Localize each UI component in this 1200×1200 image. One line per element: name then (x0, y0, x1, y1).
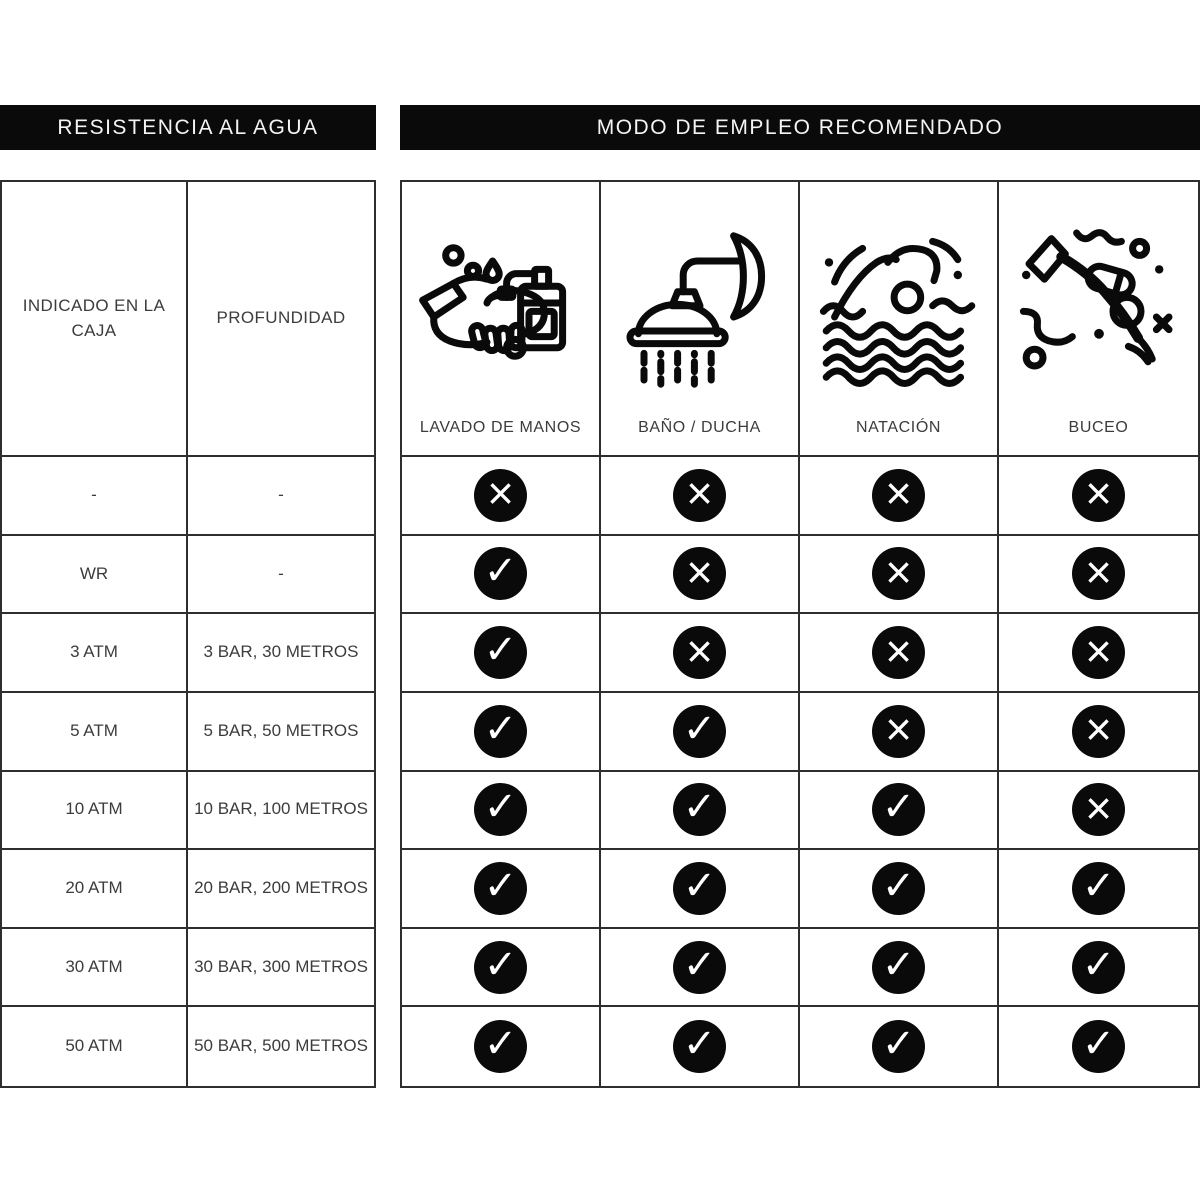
right-section-title (400, 105, 1200, 150)
usage-cell (601, 457, 800, 536)
usage-cell (601, 772, 800, 851)
table-row-depth: 20 BAR, 200 METROS (188, 850, 374, 929)
usage-cell (800, 457, 999, 536)
usage-mark: ✓ (673, 1020, 726, 1073)
usage-mark: ✓ (1072, 862, 1125, 915)
usage-mark: × (474, 469, 527, 522)
usage-cell (601, 614, 800, 693)
usage-mark: ✓ (1072, 941, 1125, 994)
table-row-depth: 5 BAR, 50 METROS (188, 693, 374, 772)
usage-cell (999, 772, 1198, 851)
usage-column-label: BAÑO / DUCHA (638, 418, 761, 436)
usage-mark: × (872, 469, 925, 522)
usage-mark: × (872, 626, 925, 679)
usage-cell (800, 1007, 999, 1086)
column-header-profundidad: PROFUNDIDAD (188, 182, 374, 457)
table-row-depth: 3 BAR, 30 METROS (188, 614, 374, 693)
table-row-label: 50 ATM (2, 1007, 188, 1086)
usage-column-hand-washing (402, 182, 601, 457)
usage-mark: ✓ (474, 547, 527, 600)
left-section-title-text: RESISTENCIA AL AGUA (57, 115, 319, 139)
right-section-title-text: MODO DE EMPLEO RECOMENDADO (596, 115, 1004, 139)
usage-cell (800, 614, 999, 693)
table-row-label: 3 ATM (2, 614, 188, 693)
usage-column-diving (999, 182, 1198, 457)
usage-cell (402, 614, 601, 693)
usage-cell (601, 536, 800, 615)
table-row-label: 30 ATM (2, 929, 188, 1008)
usage-mark: × (1072, 547, 1125, 600)
usage-column-label: BUCEO (1068, 418, 1129, 436)
usage-cell (402, 1007, 601, 1086)
usage-cell (999, 536, 1198, 615)
usage-cell (402, 929, 601, 1008)
usage-mark: × (1072, 626, 1125, 679)
usage-mark: × (1072, 705, 1125, 758)
usage-cell (800, 693, 999, 772)
usage-cell (402, 536, 601, 615)
usage-cell (999, 1007, 1198, 1086)
swimming-icon (804, 196, 993, 410)
table-row-label: 20 ATM (2, 850, 188, 929)
usage-mark: × (1072, 783, 1125, 836)
usage-cell (999, 850, 1198, 929)
usage-cell (402, 772, 601, 851)
usage-cell (601, 850, 800, 929)
usage-mark: × (673, 626, 726, 679)
usage-mark: × (673, 469, 726, 522)
usage-cell (999, 693, 1198, 772)
usage-cell (800, 536, 999, 615)
usage-cell (999, 457, 1198, 536)
table-row-label: 5 ATM (2, 693, 188, 772)
table-row-depth: - (188, 457, 374, 536)
usage-mark: ✓ (872, 862, 925, 915)
usage-column-swimming (800, 182, 999, 457)
usage-mark: × (673, 547, 726, 600)
usage-mark: ✓ (673, 862, 726, 915)
usage-mark: × (872, 705, 925, 758)
usage-cell (800, 929, 999, 1008)
usage-mark: ✓ (1072, 1020, 1125, 1073)
usage-column-shower (601, 182, 800, 457)
usage-cell (402, 457, 601, 536)
table-row-depth: - (188, 536, 374, 615)
usage-mark: ✓ (474, 862, 527, 915)
usage-cell (999, 614, 1198, 693)
table-row-depth: 50 BAR, 500 METROS (194, 1036, 368, 1056)
usage-cell (601, 929, 800, 1008)
usage-mark: ✓ (474, 626, 527, 679)
usage-mark: × (872, 547, 925, 600)
usage-mark: ✓ (872, 1020, 925, 1073)
table-row-label: 10 ATM (2, 772, 188, 851)
usage-mark: ✓ (474, 783, 527, 836)
usage-mark: ✓ (673, 783, 726, 836)
usage-column-label: LAVADO DE MANOS (419, 418, 582, 436)
table-row-label: - (2, 457, 188, 536)
table-row-depth: 10 BAR, 100 METROS (188, 772, 374, 851)
usage-mark: ✓ (673, 705, 726, 758)
usage-mark: ✓ (474, 1020, 527, 1073)
usage-cell (402, 850, 601, 929)
usage-cell (601, 1007, 800, 1086)
usage-mark: ✓ (474, 941, 527, 994)
usage-cell (999, 929, 1198, 1008)
usage-mark: ✓ (673, 941, 726, 994)
table-row-depth: 30 BAR, 300 METROS (188, 929, 374, 1008)
table-row-label: WR (2, 536, 188, 615)
shower-icon (605, 196, 794, 410)
usage-cell (800, 772, 999, 851)
diving-icon (1003, 196, 1194, 410)
resistance-table (0, 180, 376, 1088)
hand-washing-icon (406, 196, 595, 410)
usage-table (400, 180, 1200, 1088)
usage-mark: × (1072, 469, 1125, 522)
left-section-title (0, 105, 376, 150)
usage-mark: ✓ (872, 941, 925, 994)
usage-cell (402, 693, 601, 772)
usage-column-label: NATACIÓN (855, 418, 942, 436)
usage-mark: ✓ (872, 783, 925, 836)
usage-mark: ✓ (474, 705, 527, 758)
usage-cell (800, 850, 999, 929)
column-header-indicado: INDICADO EN LA CAJA (2, 182, 188, 457)
usage-cell (601, 693, 800, 772)
